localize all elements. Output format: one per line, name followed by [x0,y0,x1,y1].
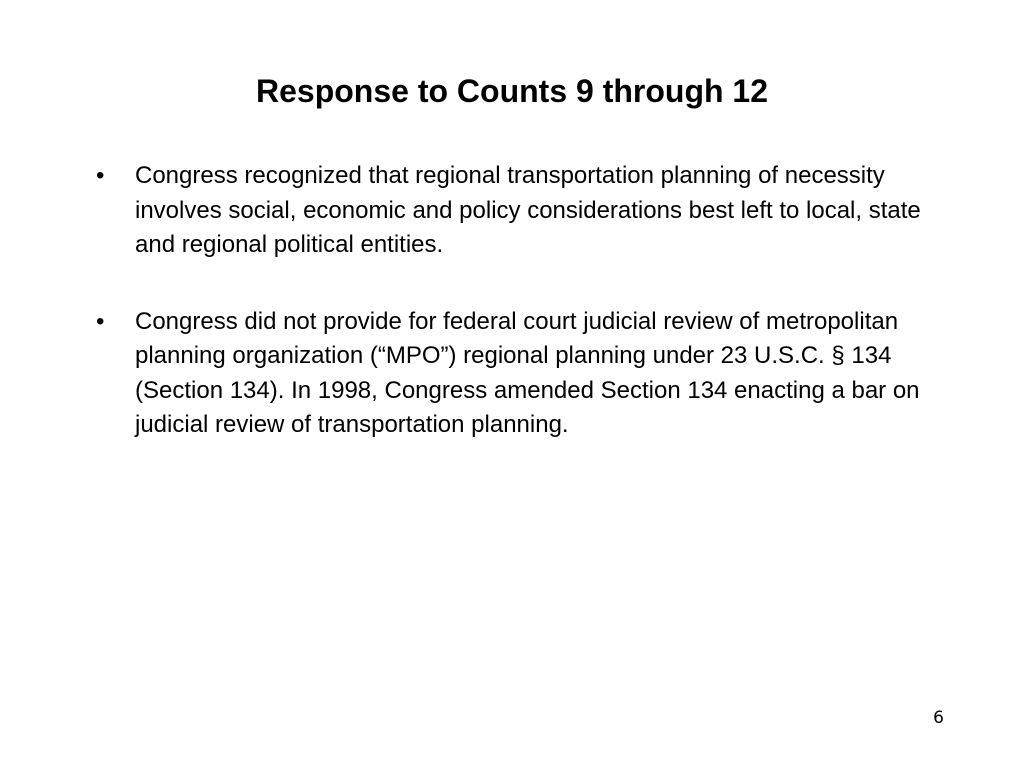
bullet-text: Congress did not provide for federal court judicial review of metropolitan planning organization (“MPO”) regional planning under 23 U.S.C. § 134 (Section 134). In 1998, Congress amended Section 134 enacting a bar on judicial review of transportation planning. [135,307,920,438]
slide-title: Response to Counts 9 through 12 [255,73,769,109]
bullet-icon: • [96,162,105,189]
bullet-item [96,305,926,443]
bullet-item [96,159,926,263]
bullet-text: Congress recognized that regional transportation planning of necessity involves social, economic and policy considerations best left to local, state and regional political entities. [135,162,921,258]
bullet-list [96,159,926,485]
page-number: 6 [933,708,944,728]
bullet-icon: • [96,307,105,335]
